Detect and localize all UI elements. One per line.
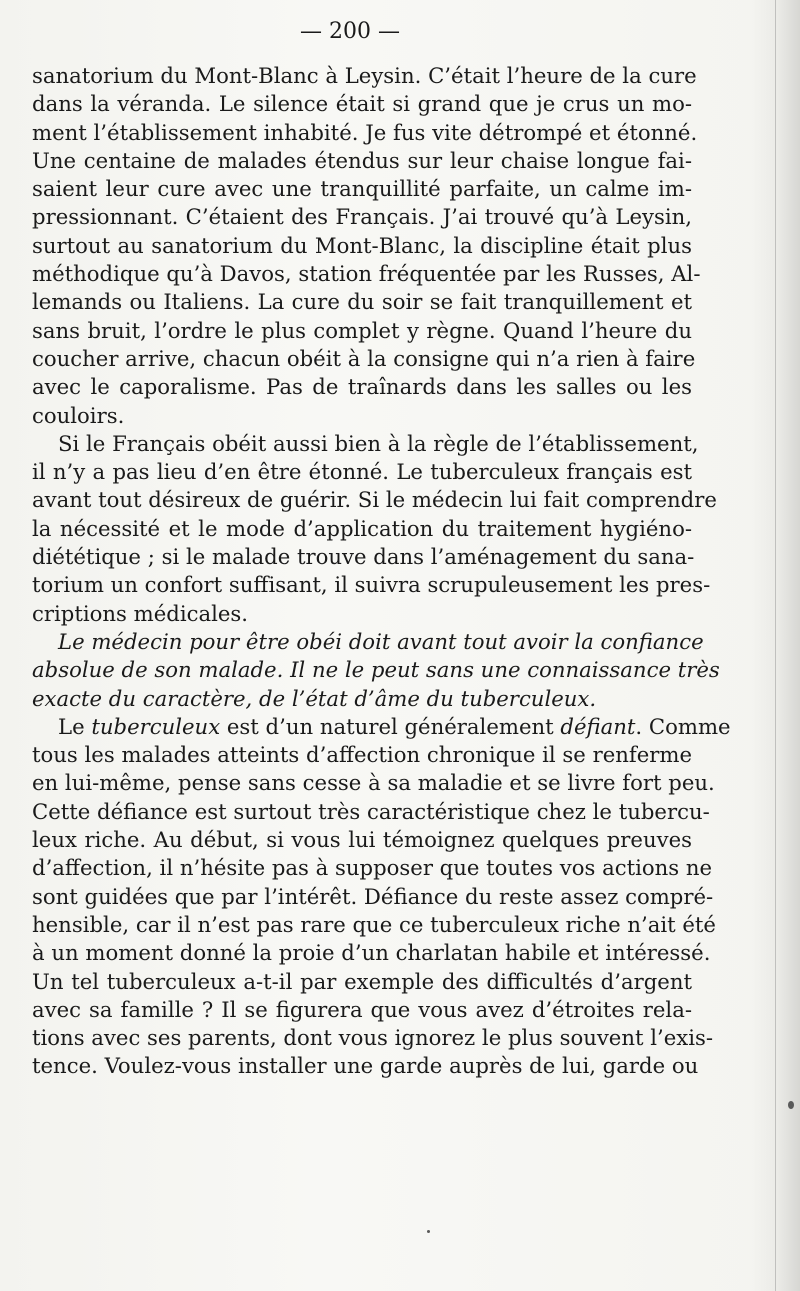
- text-line: hensible, car il n’est pas rare que ce tuberculeux riche n’ait été: [32, 911, 716, 937]
- text-line: dans la véranda. Le silence était si grand que je crus un mo-: [32, 91, 692, 117]
- text-line: saient leur cure avec une tranquillité parfaite, un calme im-: [32, 176, 692, 202]
- text-line: avant tout désireux de guérir. Si le médecin lui fait comprendre: [32, 487, 717, 513]
- text-line: tions avec ses parents, dont vous ignorez le plus souvent l’exis-: [32, 1025, 714, 1051]
- text-line: Le médecin pour être obéi doit avant tout avoir la confiance: [58, 628, 704, 654]
- text-line: surtout au sanatorium du Mont-Blanc, la discipline était plus: [32, 232, 692, 258]
- paper-speck: [788, 1101, 794, 1109]
- text-fragment: Le: [58, 713, 92, 739]
- text-line: avec le caporalisme. Pas de traînards dans les salles ou les: [32, 374, 692, 400]
- text-line: absolue de son malade. Il ne le peut sans une connaissance très: [32, 657, 720, 683]
- paper-speck: [427, 1230, 430, 1233]
- text-line: sanatorium du Mont-Blanc à Leysin. C’était l’heure de la cure: [32, 63, 697, 88]
- text-fragment: est d’un naturel généralement: [220, 713, 561, 739]
- text-line: pressionnant. C’étaient des Français. J’ai trouvé qu’à Leysin,: [32, 204, 692, 230]
- text-line: tous les malades atteints d’affection chronique il se renferme: [32, 742, 693, 768]
- text-line: Si le Français obéit aussi bien à la règle de l’établissement,: [58, 430, 699, 456]
- text-line: coucher arrive, chacun obéit à la consigne qui n’a rien à faire: [32, 345, 696, 371]
- page-fold-line: [775, 0, 776, 1291]
- text-line: en lui-même, pense sans cesse à sa maladie et se livre fort peu.: [32, 770, 715, 796]
- italic-word: tuberculeux: [91, 713, 221, 739]
- text-line: Une centaine de malades étendus sur leur chaise longue fai-: [32, 147, 692, 173]
- text-line: avec sa famille ? Il se figurera que vous avez d’étroites rela-: [32, 996, 692, 1022]
- text-line: torium un confort suffisant, il suivra scrupuleusement les pres-: [32, 572, 711, 598]
- text-line: criptions médicales.: [32, 600, 249, 626]
- text-fragment: . Comme: [635, 713, 731, 739]
- italic-word: défiant: [560, 713, 636, 739]
- text-line: méthodique qu’à Davos, station fréquentée par les Russes, Al-: [32, 261, 701, 287]
- text-line: d’affection, il n’hésite pas à supposer que toutes vos actions ne: [32, 855, 713, 881]
- text-line: Cette défiance est surtout très caractéristique chez le tubercu-: [32, 798, 710, 824]
- text-line: sans bruit, l’ordre le plus complet y règne. Quand l’heure du: [32, 317, 692, 343]
- body-text: [32, 62, 731, 1081]
- text-line: leux riche. Au début, si vous lui témoignez quelques preuves: [32, 827, 692, 853]
- text-line: sont guidées que par l’intérêt. Défiance du reste assez compré-: [32, 883, 714, 909]
- page-number: — 200 —: [300, 19, 400, 44]
- text-line: exacte du caractère, de l’état d’âme du tuberculeux.: [32, 685, 597, 711]
- text-line: la nécessité et le mode d’application du traitement hygiéno-: [32, 515, 692, 541]
- text-line: il n’y a pas lieu d’en être étonné. Le tuberculeux français est: [32, 459, 692, 485]
- text-line: [32, 713, 731, 741]
- text-line: à un moment donné la proie d’un charlatan habile et intéressé.: [32, 940, 711, 966]
- text-line: Un tel tuberculeux a-t-il par exemple des difficultés d’argent: [32, 968, 692, 994]
- text-line: couloirs.: [32, 402, 125, 428]
- text-line: ment l’établissement inhabité. Je fus vite détrompé et étonné.: [32, 119, 698, 145]
- text-line: lemands ou Italiens. La cure du soir se fait tranquillement et: [32, 289, 692, 315]
- text-line: diététique ; si le malade trouve dans l’aménagement du sana-: [32, 544, 695, 570]
- text-line: tence. Voulez-vous installer une garde auprès de lui, garde ou: [32, 1053, 699, 1079]
